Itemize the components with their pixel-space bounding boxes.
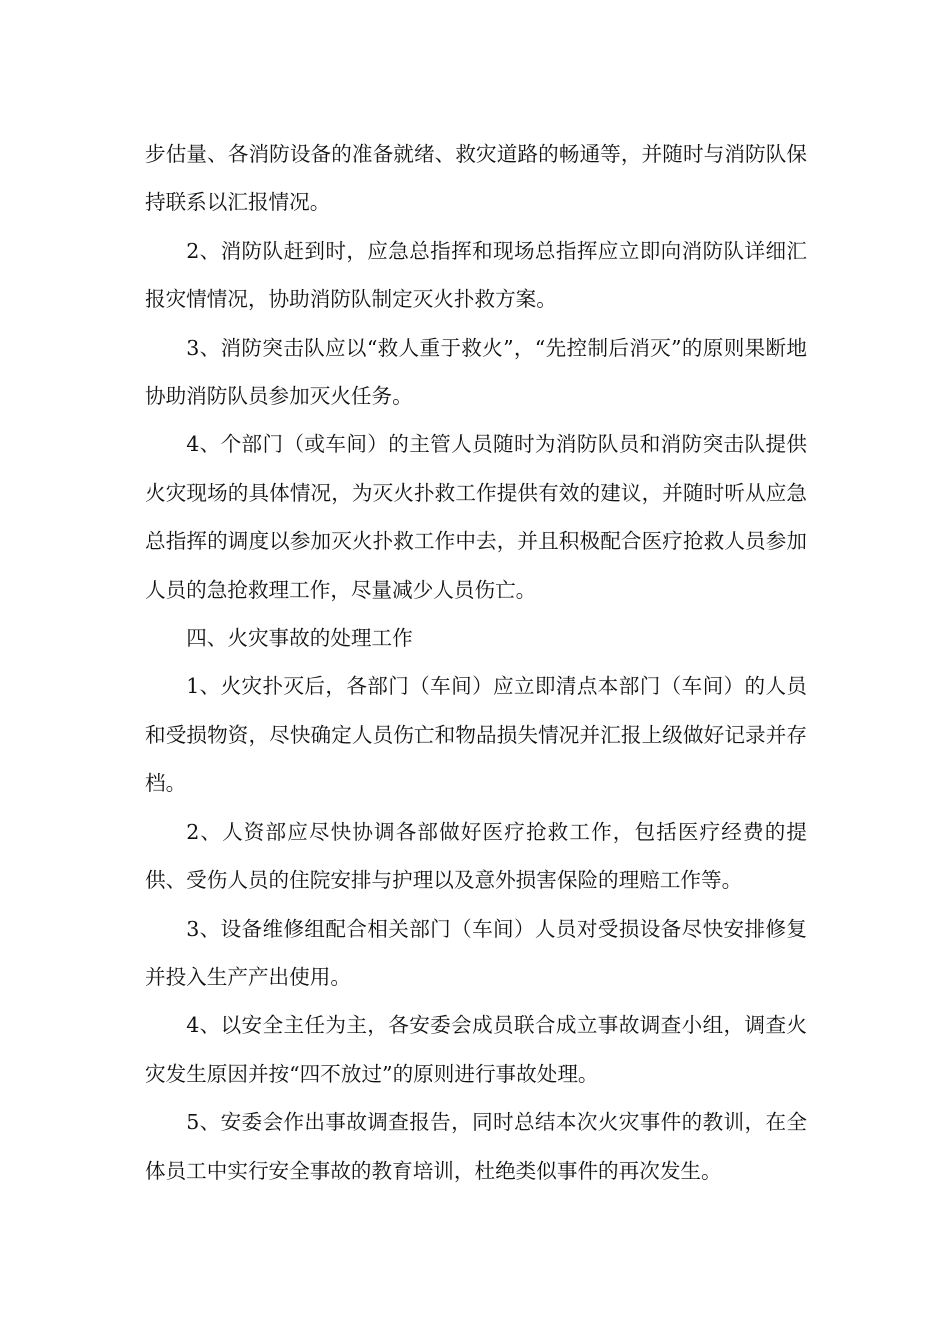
- paragraph-section4-item-2: 2、人资部应尽快协调各部做好医疗抢救工作，包括医疗经费的提供、受伤人员的住院安排与护理以及意外损害保险的理赔工作等。: [145, 819, 807, 893]
- paragraph-section4-item-4: 4、以安全主任为主，各安委会成员联合成立事故调查小组，调查火灾发生原因并按“四不放过”的原则进行事故处理。: [145, 1013, 807, 1086]
- paragraph-item-3: 3、消防突击队应以“救人重于救火”，“先控制后消灭”的原则果断地协助消防队员参加灭火任务。: [145, 335, 807, 409]
- paragraph-item-2: 2、消防队赶到时，应急总指挥和现场总指挥应立即向消防队详细汇报灾情情况，协助消防队制定灭火扑救方案。: [145, 238, 807, 312]
- paragraph-item-4: 4、个部门（或车间）的主管人员随时为消防队员和消防突击队提供火灾现场的具体情况，为灭火扑救工作提供有效的建议，并随时听从应急总指挥的调度以参加灭火扑救工作中去，并且积极配合医疗抢救人员参加人员的急抢救理工作，尽量减少人员伤亡。: [145, 432, 807, 602]
- paragraph-continuation: 步估量、各消防设备的准备就绪、救灾道路的畅通等，并随时与消防队保持联系以汇报情况。: [145, 142, 807, 215]
- document-body: [145, 130, 807, 1195]
- section-heading-4: 四、火灾事故的处理工作: [186, 626, 413, 651]
- paragraph-section4-item-3: 3、设备维修组配合相关部门（车间）人员对受损设备尽快安排修复并投入生产产出使用。: [145, 916, 807, 989]
- paragraph-section4-item-5: 5、安委会作出事故调查报告，同时总结本次火灾事件的教训，在全体员工中实行安全事故的教育培训，杜绝类似事件的再次发生。: [145, 1110, 807, 1183]
- paragraph-section4-item-1: 1、火灾扑灭后，各部门（车间）应立即清点本部门（车间）的人员和受损物资，尽快确定人员伤亡和物品损失情况并汇报上级做好记录并存档。: [145, 674, 807, 796]
